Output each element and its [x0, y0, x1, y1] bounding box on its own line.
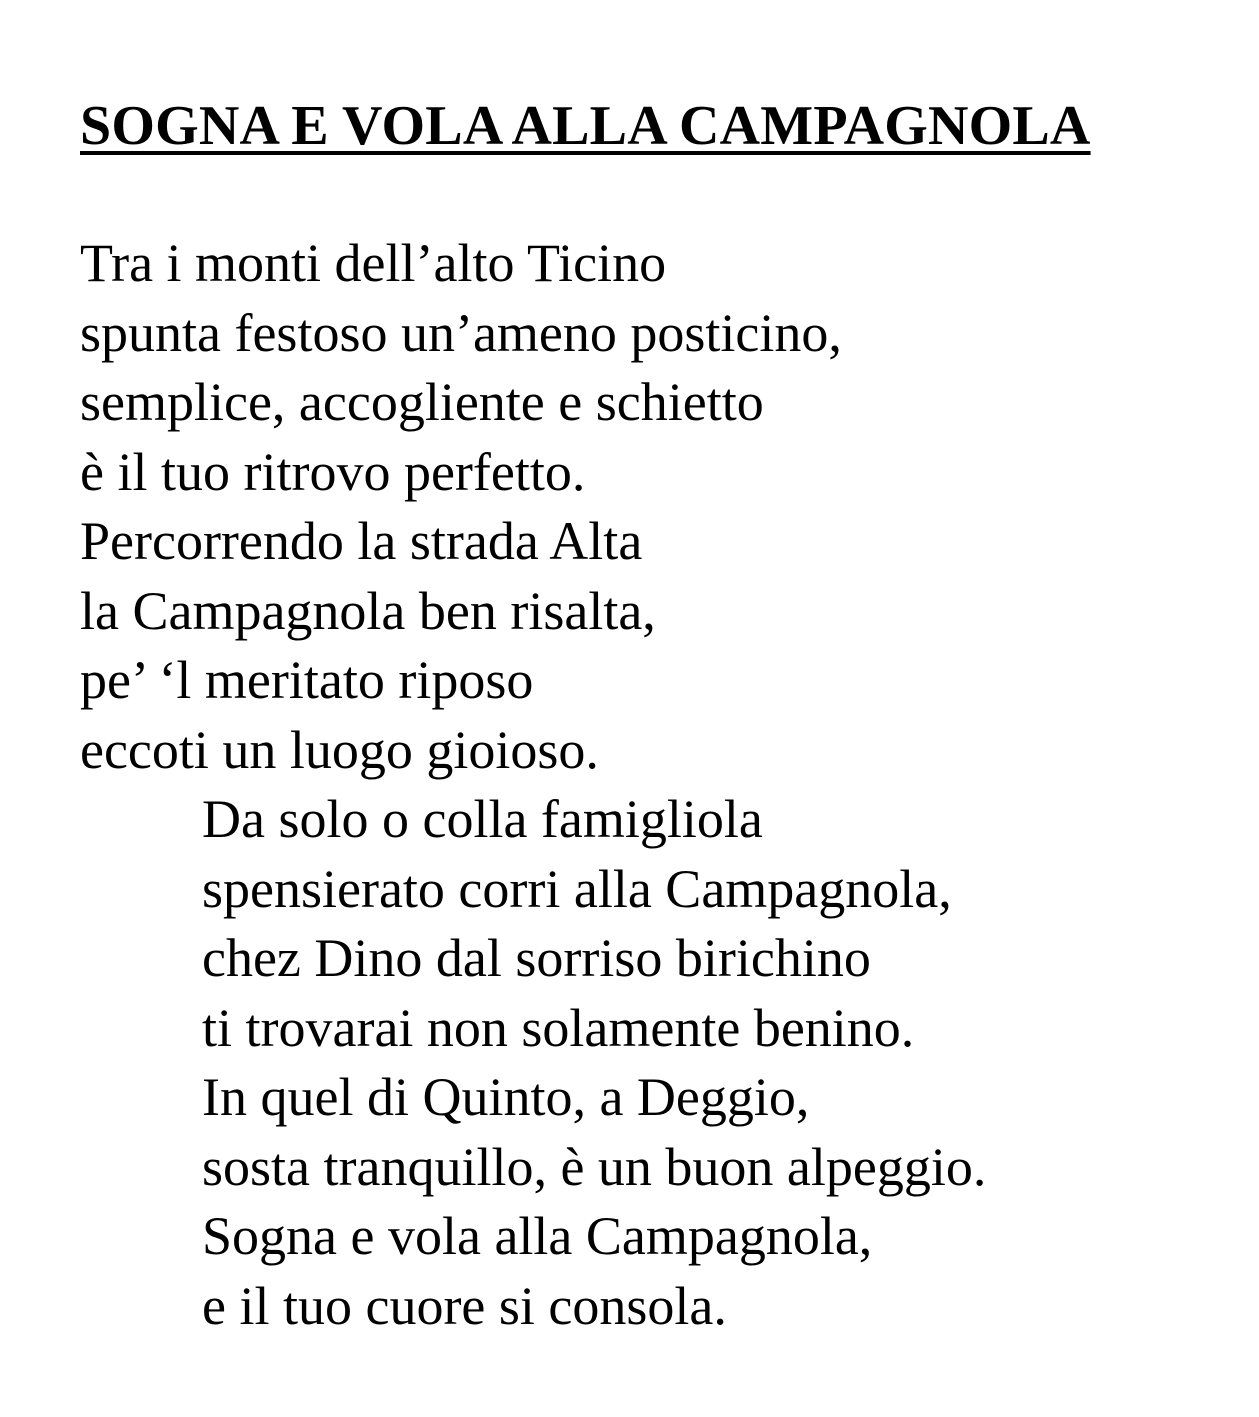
poem-body	[80, 229, 1230, 1341]
poem-title: SOGNA E VOLA ALLA CAMPAGNOLA	[80, 95, 1091, 157]
poem-line: spensierato corri alla Campagnola,	[202, 858, 952, 919]
stanza-2-indented	[80, 785, 1230, 1341]
poem-line: Da solo o colla famigliola	[202, 789, 763, 849]
stanza-1	[80, 229, 1230, 785]
poem-line: semplice, accogliente e schietto	[80, 372, 764, 432]
poem-line: chez Dino dal sorriso birichino	[202, 928, 871, 988]
poem-line: e il tuo cuore si consola.	[202, 1275, 727, 1336]
poem-line: In quel di Quinto, a Deggio,	[202, 1067, 810, 1127]
poem-line: eccoti un luogo gioioso.	[80, 719, 599, 780]
poem-line: la Campagnola ben risalta,	[80, 580, 656, 641]
poem-line: ti trovarai non solamente benino.	[202, 997, 915, 1058]
poem-line: Tra i monti dell’alto Ticino	[80, 233, 667, 293]
poem-line: Percorrendo la strada Alta	[80, 511, 643, 571]
poem-line: Sogna e vola alla Campagnola,	[202, 1206, 873, 1266]
poem-line: pe’ ‘l meritato riposo	[80, 650, 534, 710]
poem-line: sosta tranquillo, è un buon alpeggio.	[202, 1136, 987, 1197]
poem-line: spunta festoso un’ameno posticino,	[80, 302, 842, 363]
poem-line: è il tuo ritrovo perfetto.	[80, 441, 586, 502]
